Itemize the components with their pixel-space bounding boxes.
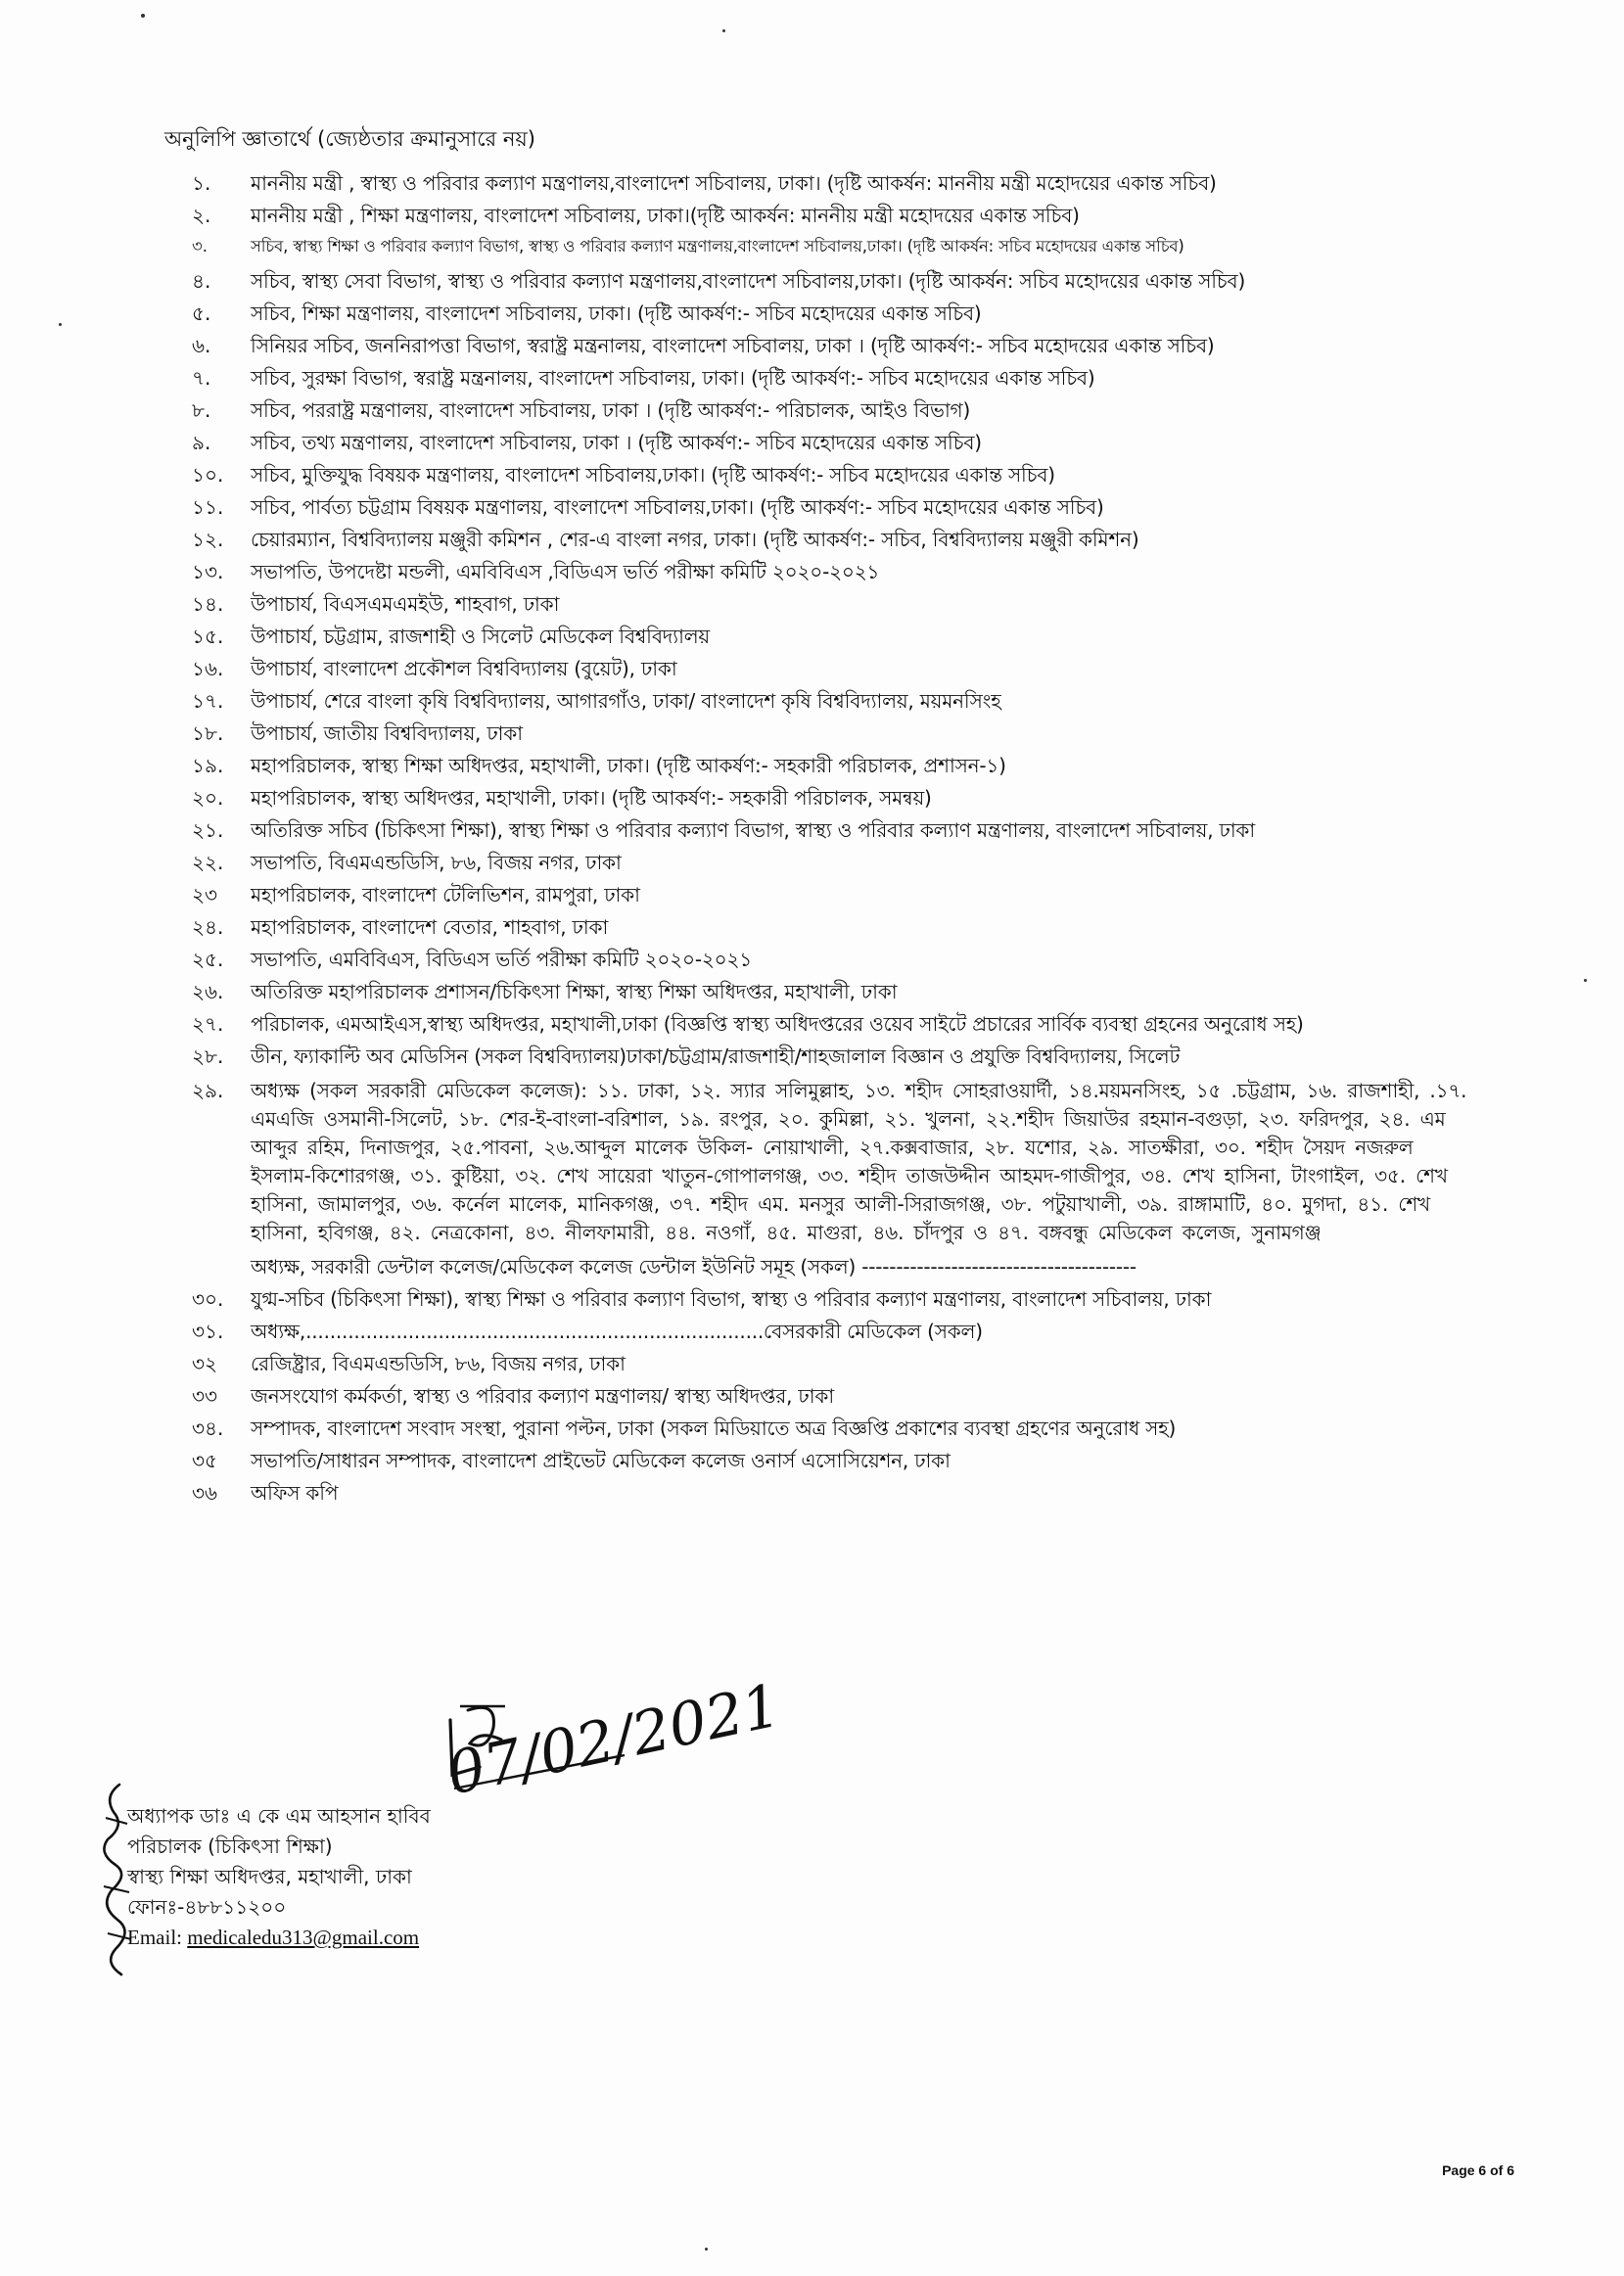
list-item-number: ৩৩ — [192, 1384, 218, 1408]
distribution-heading: অনুলিপি জ্ঞাতার্থে (জ্যেষ্ঠতার ক্রমানুসারে নয়) — [164, 127, 535, 151]
list-item-text: সিনিয়র সচিব, জননিরাপত্তা বিভাগ, স্বরাষ্ট্র মন্ত্রনালয়, বাংলাদেশ সচিবালয়, ঢাকা । (দৃষ্টি আকর্ষণ:- সচিব মহোদয়ের একান্ত সচিব) — [251, 334, 1215, 357]
list-item-text: মাননীয় মন্ত্রী , শিক্ষা মন্ত্রণালয়, বাংলাদেশ সচিবালয়, ঢাকা।(দৃষ্টি আকর্ষন: মাননীয় মন্ত্রী মহোদয়ের একান্ত সচিব) — [251, 204, 1080, 227]
list-item-number: ৩০. — [192, 1287, 224, 1311]
list-item — [0, 786, 1624, 811]
scan-speck — [705, 2248, 708, 2251]
list-item-number: ৩. — [192, 237, 208, 255]
list-item — [0, 236, 1624, 257]
list-item — [0, 463, 1624, 488]
list-item — [0, 948, 1624, 972]
list-item — [0, 657, 1624, 681]
list-item-text: সচিব, তথ্য মন্ত্রণালয়, বাংলাদেশ সচিবালয়, ঢাকা । (দৃষ্টি আকর্ষণ:- সচিব মহোদয়ের একান্ত সচিব) — [251, 431, 982, 454]
list-item-text: সভাপতি, উপদেষ্টা মন্ডলী, এমবিবিএস ,বিডিএস ভর্তি পরীক্ষা কমিটি ২০২০-২০২১ — [251, 560, 880, 583]
list-item — [0, 1287, 1624, 1312]
list-item — [0, 1449, 1624, 1473]
list-item — [0, 915, 1624, 940]
scan-speck — [59, 323, 62, 326]
list-item-number: ২১. — [192, 818, 224, 842]
list-item-number: ২৮. — [192, 1045, 224, 1068]
list-item — [0, 1045, 1624, 1069]
list-item-text: সচিব, শিক্ষা মন্ত্রণালয়, বাংলাদেশ সচিবালয়, ঢাকা। (দৃষ্টি আকর্ষণ:- সচিব মহোদয়ের একান্ত সচিব) — [251, 302, 982, 325]
list-item-number: ৩৫ — [192, 1449, 217, 1472]
signatory-email-line — [127, 1923, 431, 1953]
list-item-number: ২৭. — [192, 1012, 224, 1036]
scan-speck — [1584, 979, 1587, 982]
list-item-text: চেয়ারম্যান, বিশ্ববিদ্যালয় মঞ্জুরী কমিশন , শের-এ বাংলা নগর, ঢাকা। (দৃষ্টি আকর্ষণ:- সচিব, বিশ্ববিদ্যালয় মঞ্জুরী কমিশন) — [251, 528, 1139, 551]
list-item-number: ৩৪. — [192, 1417, 224, 1440]
page-number: Page 6 of 6 — [1442, 2162, 1514, 2178]
list-item — [0, 334, 1624, 358]
handwritten-signature — [313, 1649, 787, 1809]
list-item-number: ১. — [192, 171, 211, 195]
list-item-text: যুগ্ম-সচিব (চিকিৎসা শিক্ষা), স্বাস্থ্য শিক্ষা ও পরিবার কল্যাণ বিভাগ, স্বাস্থ্য ও পরিবার কল্যাণ মন্ত্রণালয়, বাংলাদেশ সচিবালয়, ঢাকা — [251, 1287, 1212, 1311]
list-item — [0, 171, 1624, 196]
list-item — [0, 883, 1624, 907]
list-item-number: ৪. — [192, 269, 211, 293]
list-item-number: ২০. — [192, 786, 224, 810]
list-item — [0, 1417, 1624, 1441]
list-item-number: ৫. — [192, 302, 211, 325]
list-item — [0, 366, 1624, 391]
list-item-number: ১২. — [192, 528, 224, 551]
list-item — [0, 204, 1624, 228]
list-item-principals — [0, 1077, 1624, 1247]
list-item-text: সচিব, স্বাস্থ্য সেবা বিভাগ, স্বাস্থ্য ও পরিবার কল্যাণ মন্ত্রণালয়,বাংলাদেশ সচিবালয়,ঢাকা। (দৃষ্টি আকর্ষন: সচিব মহোদয়ের একান্ত সচিব) — [251, 269, 1246, 293]
list-item — [0, 1384, 1624, 1409]
list-item-number: ২৫. — [192, 948, 224, 971]
list-item — [0, 980, 1624, 1004]
list-item — [0, 592, 1624, 617]
list-item-text: সম্পাদক, বাংলাদেশ সংবাদ সংস্থা, পুরানা পল্টন, ঢাকা (সকল মিডিয়াতে অত্র বিজ্ঞপ্তি প্রকাশের ব্যবস্থা গ্রহণের অনুরোধ সহ) — [251, 1417, 1177, 1440]
list-item — [0, 1481, 1624, 1506]
list-item — [0, 818, 1624, 843]
list-item-number: ১৪. — [192, 592, 224, 616]
list-item-text: সচিব, স্বাস্থ্য শিক্ষা ও পরিবার কল্যাণ বিভাগ, স্বাস্থ্য ও পরিবার কল্যাণ মন্ত্রণালয়,বাংলাদেশ সচিবালয়,ঢাকা। (দৃষ্টি আকর্ষন: সচিব মহোদয়ের একান্ত সচিব) — [251, 237, 1184, 255]
list-item — [0, 528, 1624, 552]
list-item — [0, 689, 1624, 714]
list-item-number: ৭. — [192, 366, 211, 390]
list-item-text: সভাপতি, এমবিবিএস, বিডিএস ভর্তি পরীক্ষা কমিটি ২০২০-২০২১ — [251, 948, 753, 971]
list-item-text: উপাচার্য, শেরে বাংলা কৃষি বিশ্ববিদ্যালয়, আগারগাঁও, ঢাকা/ বাংলাদেশ কৃষি বিশ্ববিদ্যালয়, ময়মনসিংহ — [251, 689, 1001, 713]
list-item-number: ২৬. — [192, 980, 224, 1003]
list-item-text: সভাপতি, বিএমএন্ডডিসি, ৮৬, বিজয় নগর, ঢাকা — [251, 851, 622, 874]
list-item-text: অধ্যক্ষ, সরকারী ডেন্টাল কলেজ/মেডিকেল কলেজ ডেন্টাল ইউনিট সমূহ (সকল) ---------------------------------------- — [251, 1255, 1137, 1278]
list-item-text: রেজিষ্ট্রার, বিএমএন্ডডিসি, ৮৬, বিজয় নগর, ঢাকা — [251, 1352, 626, 1375]
list-item — [0, 269, 1624, 294]
list-item — [0, 851, 1624, 875]
list-item-number: ১১. — [192, 495, 224, 519]
list-item-number: ১৮. — [192, 721, 224, 745]
list-item-text: অফিস কপি — [251, 1481, 339, 1505]
list-item-text: উপাচার্য, চট্টগ্রাম, রাজশাহী ও সিলেট মেডিকেল বিশ্ববিদ্যালয় — [251, 625, 710, 648]
list-item-number: ২৩ — [192, 883, 218, 906]
list-item-text: ডীন, ফ্যাকাল্টি অব মেডিসিন (সকল বিশ্ববিদ্যালয়)ঢাকা/চট্টগ্রাম/রাজশাহী/শাহজালাল বিজ্ঞান ও প্রযুক্তি বিশ্ববিদ্যালয়, সিলেট — [251, 1045, 1181, 1068]
list-item — [0, 1320, 1624, 1344]
signatory-phone: ফোনঃ-৪৮৮১১২০০ — [127, 1895, 287, 1919]
list-item-number: ১৩. — [192, 560, 224, 583]
list-item — [0, 1352, 1624, 1376]
list-item — [0, 398, 1624, 423]
list-item-text: অধ্যক্ষ (সকল সরকারী মেডিকেল কলেজ): ১১. ঢাকা, ১২. স্যার সলিমুল্লাহ, ১৩. শহীদ সোহরাওয়ার্দী, ১৪.ময়মনসিংহ, ১৫ .চট্টগ্রাম, ১৬. রাজশাহী, .১৭. এমএজি ওসমানী-সিলেট, ১৮. শের-ই-বাংলা-বরিশাল, ১৯. রংপুর, ২০. কুমিল্লা, ২১. খুলনা, ২২.শহীদ জিয়াউর রহমান-বগুড়া, ২৩. ফরিদপুর, ২৪. এম আব্দুর রহিম, দিনাজপুর, ২৫.পাবনা, ২৬.আব্দুল মালেক উকিল- নোয়াখালী, ২৭.কক্সবাজার, ২৮. যশোর, ২৯. সাতক্ষীরা, ৩০. শহীদ সৈয়দ নজরুল ইসলাম-কিশোরগঞ্জ, ৩১. কুষ্টিয়া, ৩২. শেখ সায়েরা খাতুন-গোপালগঞ্জ, ৩৩. শহীদ তাজউদ্দীন আহমদ-গাজীপুর, ৩৪. শেখ হাসিনা, টাংগাইল, ৩৫. শেখ হাসিনা, জামালপুর, ৩৬. কর্নেল মালেক, মানিকগঞ্জ, ৩৭. শহীদ এম. মনসুর আলী-সিরাজগঞ্জ, ৩৮. পটুয়াখালী, ৩৯. রাঙ্গামাটি, ৪০. মুগদা, ৪১. শেখ হাসিনা, হবিগঞ্জ, ৪২. নেত্রকোনা, ৪৩. নীলফামারী, ৪৪. নওগাঁ, ৪৫. মাগুরা, ৪৬. চাঁদপুর ও ৪৭. বঙ্গবন্ধু মেডিকেল কলেজ, সুনামগঞ্জ — [251, 1079, 1467, 1244]
list-item-text: মহাপরিচালক, বাংলাদেশ টেলিভিশন, রামপুরা, ঢাকা — [251, 883, 640, 906]
list-item-text: অতিরিক্ত মহাপরিচালক প্রশাসন/চিকিৎসা শিক্ষা, স্বাস্থ্য শিক্ষা অধিদপ্তর, মহাখালী, ঢাকা — [251, 980, 898, 1003]
signatory-title: পরিচালক (চিকিৎসা শিক্ষা) — [127, 1835, 333, 1858]
list-item-text: মহাপরিচালক, স্বাস্থ্য শিক্ষা অধিদপ্তর, মহাখালী, ঢাকা। (দৃষ্টি আকর্ষণ:- সহকারী পরিচালক, প্রশাসন-১) — [251, 754, 1006, 777]
list-item-number: ১৯. — [192, 754, 224, 777]
list-item-number: ১৭. — [192, 689, 224, 713]
list-item — [0, 754, 1624, 778]
list-item-text: সভাপতি/সাধারন সম্পাদক, বাংলাদেশ প্রাইভেট মেডিকেল কলেজ ওনার্স এসোসিয়েশন, ঢাকা — [251, 1449, 951, 1472]
list-item-number: ৬. — [192, 334, 211, 357]
list-item-text: পরিচালক, এমআইএস,স্বাস্থ্য অধিদপ্তর, মহাখালী,ঢাকা (বিজ্ঞপ্তি স্বাস্থ্য অধিদপ্তরের ওয়েব সাইটে প্রচারের সার্বিক ব্যবস্থা গ্রহনের অনুরোধ সহ) — [251, 1012, 1304, 1036]
list-item-text: সচিব, পার্বত্য চট্টগ্রাম বিষয়ক মন্ত্রণালয়, বাংলাদেশ সচিবালয়,ঢাকা। (দৃষ্টি আকর্ষণ:- সচিব মহোদয়ের একান্ত সচিব) — [251, 495, 1104, 519]
list-item-number: ৩২ — [192, 1352, 218, 1375]
list-item-text: অধ্যক্ষ,............................................................................বেসরকারী মেডিকেল (সকল) — [251, 1320, 983, 1343]
list-item-number: ২৯. — [192, 1079, 224, 1102]
signature-block — [127, 1649, 812, 1973]
list-item-number: ৯. — [192, 431, 211, 454]
list-item-number: ৮. — [192, 398, 211, 422]
list-item-number: ২২. — [192, 851, 224, 874]
list-item-number: ৩১. — [192, 1320, 224, 1343]
list-item-number: ১০. — [192, 463, 224, 487]
distribution-list — [0, 171, 1624, 1513]
signature-date-ink: 07/02/2021 — [441, 1671, 787, 1809]
list-item-text: মহাপরিচালক, স্বাস্থ্য অধিদপ্তর, মহাখালী, ঢাকা। (দৃষ্টি আকর্ষণ:- সহকারী পরিচালক, সমন্বয়) — [251, 786, 932, 810]
list-item — [0, 431, 1624, 455]
list-item-number: ১৫. — [192, 625, 224, 648]
list-item-text: সচিব, মুক্তিযুদ্ধ বিষয়ক মন্ত্রণালয়, বাংলাদেশ সচিবালয়,ঢাকা। (দৃষ্টি আকর্ষণ:- সচিব মহোদয়ের একান্ত সচিব) — [251, 463, 1055, 487]
list-item — [0, 560, 1624, 584]
list-item-text: মাননীয় মন্ত্রী , স্বাস্থ্য ও পরিবার কল্যাণ মন্ত্রণালয়,বাংলাদেশ সচিবালয়, ঢাকা। (দৃষ্টি আকর্ষন: মাননীয় মন্ত্রী মহোদয়ের একান্ত সচিব) — [251, 171, 1217, 195]
list-item-text: সচিব, সুরক্ষা বিভাগ, স্বরাষ্ট্র মন্ত্রনালয়, বাংলাদেশ সচিবালয়, ঢাকা। (দৃষ্টি আকর্ষণ:- সচিব মহোদয়ের একান্ত সচিব) — [251, 366, 1095, 390]
signatory-office: স্বাস্থ্য শিক্ষা অধিদপ্তর, মহাখালী, ঢাকা — [127, 1865, 412, 1888]
list-item-number: ৩৬ — [192, 1481, 218, 1505]
list-item-text: জনসংযোগ কর্মকর্তা, স্বাস্থ্য ও পরিবার কল্যাণ মন্ত্রণালয়/ স্বাস্থ্য অধিদপ্তর, ঢাকা — [251, 1384, 834, 1408]
signatory — [127, 1801, 431, 1953]
list-item — [0, 495, 1624, 520]
list-item-text: উপাচার্য, বিএসএমএমইউ, শাহবাগ, ঢাকা — [251, 592, 560, 616]
list-item-text: সচিব, পররাষ্ট্র মন্ত্রণালয়, বাংলাদেশ সচিবালয়, ঢাকা । (দৃষ্টি আকর্ষণ:- পরিচালক, আইও বিভাগ) — [251, 398, 971, 422]
list-item-text: অতিরিক্ত সচিব (চিকিৎসা শিক্ষা), স্বাস্থ্য শিক্ষা ও পরিবার কল্যাণ বিভাগ, স্বাস্থ্য ও পরিবার কল্যাণ মন্ত্রণালয়, বাংলাদেশ সচিবালয়, ঢাকা — [251, 818, 1256, 842]
scan-speck — [722, 29, 725, 32]
list-item-text: উপাচার্য, বাংলাদেশ প্রকৌশল বিশ্ববিদ্যালয় (বুয়েট), ঢাকা — [251, 657, 677, 680]
list-item-text: উপাচার্য, জাতীয় বিশ্ববিদ্যালয়, ঢাকা — [251, 721, 523, 745]
list-item-text: মহাপরিচালক, বাংলাদেশ বেতার, শাহবাগ, ঢাকা — [251, 915, 609, 939]
list-item-number: ১৬. — [192, 657, 224, 680]
list-item-number: ২. — [192, 204, 211, 227]
signatory-name: অধ্যাপক ডাঃ এ কে এম আহসান হাবিব — [127, 1804, 431, 1828]
list-item — [0, 721, 1624, 746]
list-item — [0, 625, 1624, 649]
list-item-dental — [0, 1255, 1624, 1279]
scan-speck — [141, 14, 145, 18]
list-item — [0, 1012, 1624, 1037]
list-item-number: ২৪. — [192, 915, 224, 939]
email-link[interactable]: medicaledu313@gmail.com — [187, 1926, 420, 1949]
list-item — [0, 302, 1624, 326]
email-label: Email: — [127, 1926, 182, 1949]
